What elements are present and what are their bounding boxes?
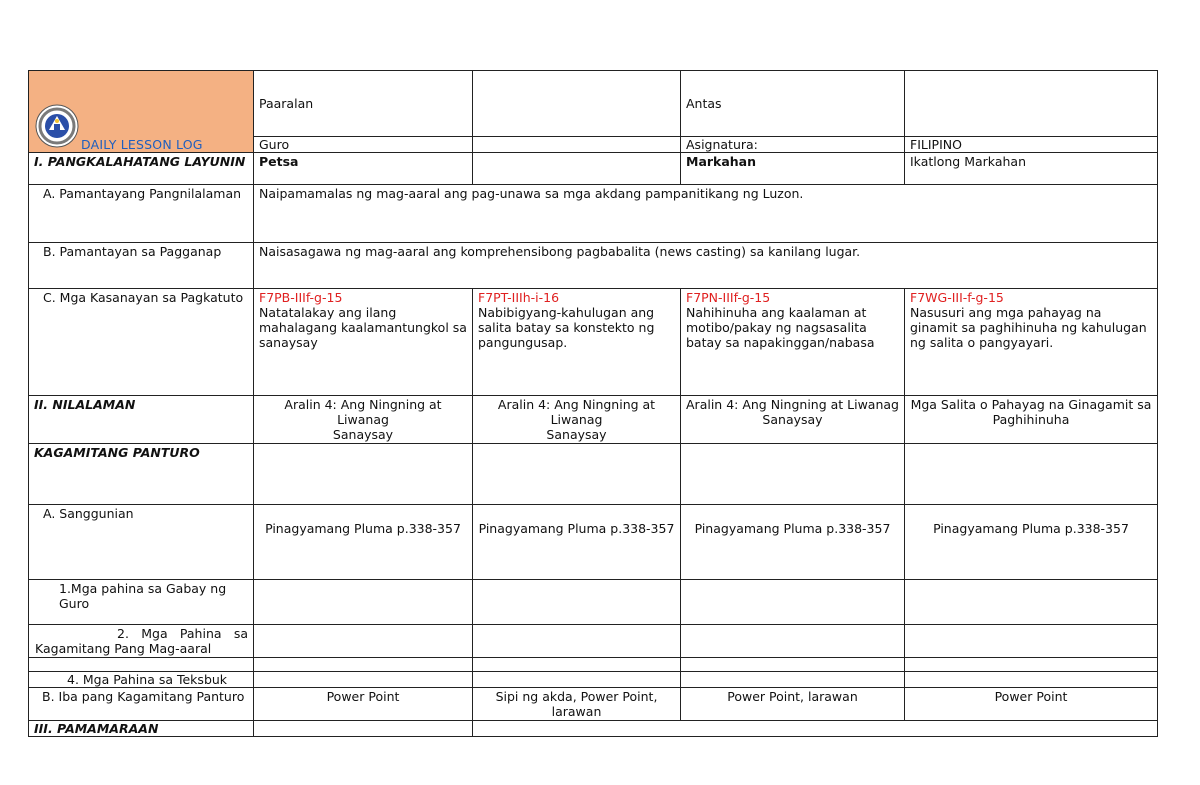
iba-pang-kagamitan-label: B. Iba pang Kagamitang Panturo	[29, 688, 254, 721]
kagamitang-panturo-row	[29, 444, 1158, 505]
pamamaraan-row	[29, 721, 1158, 737]
iba-pang-kagamitan-row	[29, 688, 1158, 721]
kasanayan-cell	[681, 289, 905, 396]
markahan-label: Markahan	[681, 153, 905, 185]
nilalaman-cell	[254, 396, 473, 444]
kasanayan-row	[29, 289, 1158, 396]
nilalaman-line2: Sanaysay	[546, 427, 607, 442]
nilalaman-row	[29, 396, 1158, 444]
empty-cell[interactable]	[254, 672, 473, 688]
markahan-value: Ikatlong Markahan	[905, 153, 1158, 185]
empty-cell[interactable]	[473, 672, 681, 688]
competency-code: F7WG-III-f-g-15	[910, 290, 1004, 305]
empty-cell	[29, 658, 254, 672]
asignatura-label: Asignatura:	[681, 137, 905, 153]
kagamitang-pang-mag-aaral-label: 2. Mga Pahina sa Kagamitang Pang Mag-aaral	[29, 625, 254, 658]
sanggunian-row	[29, 505, 1158, 580]
sanggunian-cell: Pinagyamang Pluma p.338-357	[905, 505, 1158, 580]
pamantayan-sa-pagganap-label: B. Pamantayan sa Pagganap	[29, 243, 254, 289]
empty-cell[interactable]	[254, 625, 473, 658]
nilalaman-cell	[905, 396, 1158, 444]
nilalaman-cell	[473, 396, 681, 444]
pamantayang-pangnilalaman-label: A. Pamantayang Pangnilalaman	[29, 185, 254, 243]
nilalaman-line2: Sanaysay	[332, 427, 394, 442]
nilalaman-line1: Aralin 4: Ang Ningning at Liwanag	[284, 397, 442, 427]
gabay-ng-guro-label: 1.Mga pahina sa Gabay ng Guro	[29, 580, 254, 625]
pamantayang-pangnilalaman-row	[29, 185, 1158, 243]
petsa-label: Petsa	[254, 153, 473, 185]
empty-cell[interactable]	[473, 721, 1158, 737]
competency-code: F7PN-IIIf-g-15	[686, 290, 771, 305]
asignatura-value: FILIPINO	[905, 137, 1158, 153]
kagamitang-pang-mag-aaral-row	[29, 625, 1158, 658]
competency-text: Nabibigyang-kahulugan ang salita batay sa konstekto ng pangungusap.	[478, 305, 655, 350]
empty-cell[interactable]	[905, 444, 1158, 505]
sanggunian-cell: Pinagyamang Pluma p.338-357	[254, 505, 473, 580]
deped-seal-icon	[35, 104, 79, 148]
empty-cell[interactable]	[254, 658, 473, 672]
daily-lesson-log-table	[28, 70, 1158, 737]
iba-pang-kagamitan-cell: Power Point, larawan	[681, 688, 905, 721]
nilalaman-line1: Aralin 4: Ang Ningning at Liwanag	[497, 397, 656, 427]
daily-lesson-log-title: DAILY LESSON LOG	[81, 137, 203, 152]
antas-value[interactable]	[905, 71, 1158, 137]
header-logo-cell	[29, 71, 254, 153]
pangkalahatang-layunin-row	[29, 153, 1158, 185]
empty-cell[interactable]	[681, 580, 905, 625]
pamantayan-sa-pagganap-row	[29, 243, 1158, 289]
empty-cell[interactable]	[254, 580, 473, 625]
header-row-1	[29, 71, 1158, 137]
competency-code: F7PB-IIIf-g-15	[259, 290, 343, 305]
antas-label: Antas	[681, 71, 905, 137]
kasanayan-cell	[905, 289, 1158, 396]
pamantayang-pangnilalaman-value: Naipamamalas ng mag-aaral ang pag-unawa sa mga akdang pampanitikang ng Luzon.	[254, 185, 1158, 243]
competency-text: Nasusuri ang mga pahayag na ginamit sa paghihinuha ng kahulugan ng salita o pangyayari.	[910, 305, 1147, 350]
paaralan-value[interactable]	[473, 71, 681, 137]
empty-cell[interactable]	[905, 672, 1158, 688]
empty-cell[interactable]	[681, 658, 905, 672]
empty-cell[interactable]	[473, 625, 681, 658]
empty-cell[interactable]	[905, 658, 1158, 672]
pamantayan-sa-pagganap-value: Naisasagawa ng mag-aaral ang komprehensibong pagbabalita (news casting) sa kanilang lugar.	[254, 243, 1158, 289]
empty-cell[interactable]	[681, 672, 905, 688]
empty-cell[interactable]	[681, 444, 905, 505]
section-pangkalahatang-layunin: I. PANGKALAHATANG LAYUNIN	[29, 153, 254, 185]
paaralan-label: Paaralan	[254, 71, 473, 137]
empty-cell[interactable]	[905, 580, 1158, 625]
nilalaman-line2: Sanaysay	[762, 412, 823, 427]
guro-label: Guro	[254, 137, 473, 153]
empty-cell[interactable]	[905, 625, 1158, 658]
section-kagamitang-panturo: KAGAMITANG PANTURO	[29, 444, 254, 505]
gabay-ng-guro-row	[29, 580, 1158, 625]
empty-cell[interactable]	[473, 658, 681, 672]
spacer-row	[29, 658, 1158, 672]
teksbuk-row	[29, 672, 1158, 688]
iba-pang-kagamitan-cell: Sipi ng akda, Power Point, larawan	[473, 688, 681, 721]
sanggunian-label: A. Sanggunian	[29, 505, 254, 580]
kasanayan-label: C. Mga Kasanayan sa Pagkatuto	[29, 289, 254, 396]
petsa-value[interactable]	[473, 153, 681, 185]
sanggunian-cell: Pinagyamang Pluma p.338-357	[473, 505, 681, 580]
iba-pang-kagamitan-cell: Power Point	[254, 688, 473, 721]
empty-cell[interactable]	[254, 444, 473, 505]
section-nilalaman: II. NILALAMAN	[29, 396, 254, 444]
competency-code: F7PT-IIIh-i-16	[478, 290, 560, 305]
guro-value[interactable]	[473, 137, 681, 153]
nilalaman-line1: Aralin 4: Ang Ningning at Liwanag	[686, 397, 899, 412]
empty-cell[interactable]	[254, 721, 473, 737]
section-pamamaraan: III. PAMAMARAAN	[29, 721, 254, 737]
nilalaman-line1: Mga Salita o Pahayag na Ginagamit sa Paghihinuha	[910, 397, 1152, 427]
kasanayan-cell	[254, 289, 473, 396]
kasanayan-cell	[473, 289, 681, 396]
nilalaman-cell	[681, 396, 905, 444]
competency-text: Natatalakay ang ilang mahalagang kaalamantungkol sa sanaysay	[259, 305, 467, 350]
iba-pang-kagamitan-cell: Power Point	[905, 688, 1158, 721]
sanggunian-cell: Pinagyamang Pluma p.338-357	[681, 505, 905, 580]
empty-cell[interactable]	[473, 580, 681, 625]
teksbuk-label: 4. Mga Pahina sa Teksbuk	[29, 672, 254, 688]
empty-cell[interactable]	[473, 444, 681, 505]
empty-cell[interactable]	[681, 625, 905, 658]
competency-text: Nahihinuha ang kaalaman at motibo/pakay ng nagsasalita batay sa napakinggan/nabasa	[686, 305, 875, 350]
